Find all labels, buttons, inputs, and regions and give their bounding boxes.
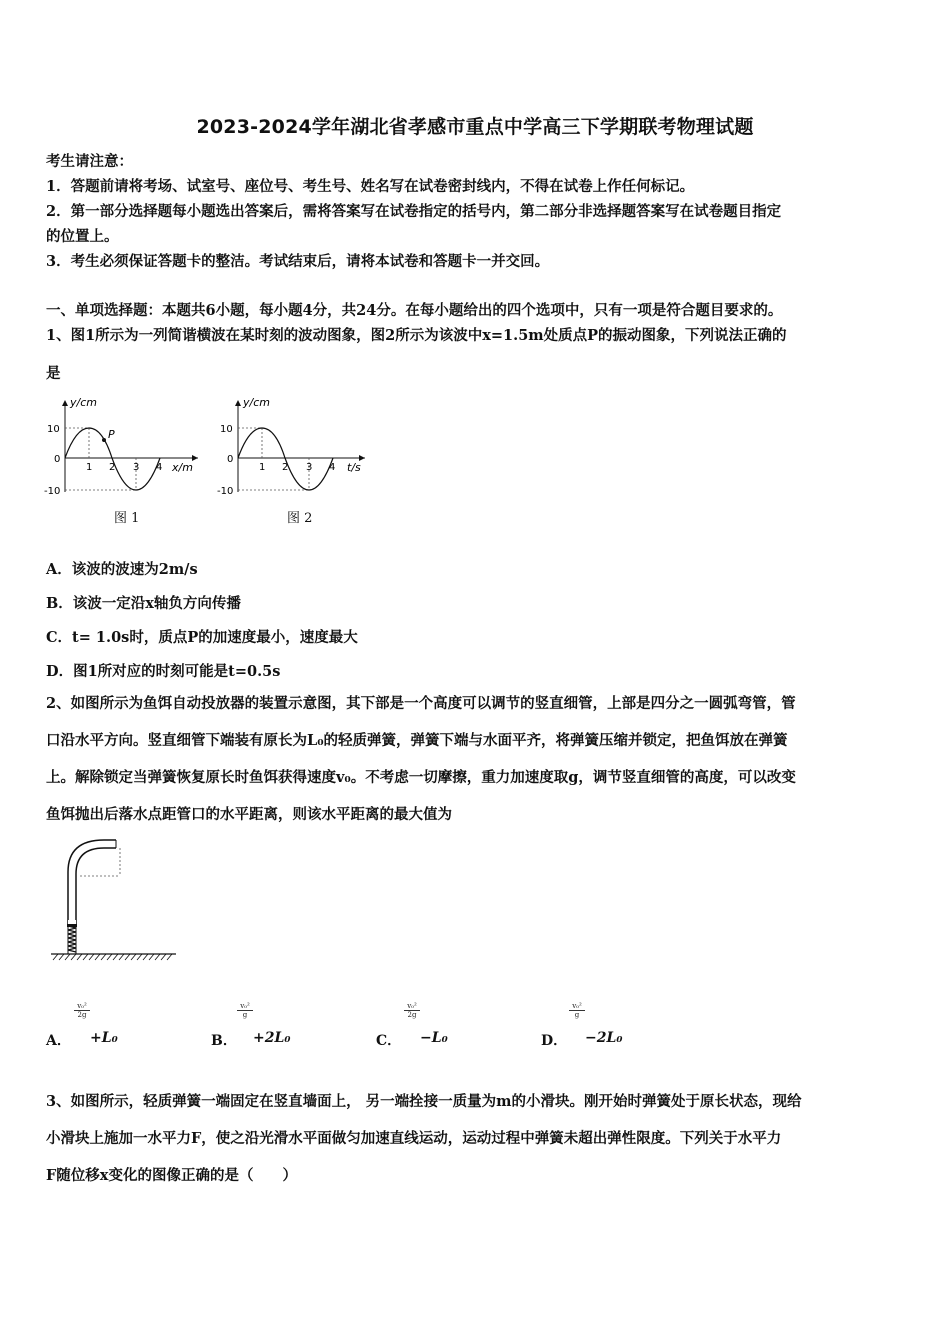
q2-option-c-numerator: v₀² <box>404 1002 420 1011</box>
q2-option-d-denominator: g <box>574 1011 580 1019</box>
y-axis-label: y/cm <box>243 396 270 409</box>
q2-option-b-label: B． <box>211 1033 237 1049</box>
y-tick: -10 <box>217 486 234 497</box>
x-tick: 2 <box>109 462 116 473</box>
bait-launcher-diagram <box>46 832 186 962</box>
question-2-stem: 2、如图所示为鱼饵自动投放器的装置示意图，其下部是一个高度可以调节的竖直细管，上部是四分之一圆弧弯管，管 <box>46 695 796 712</box>
figure-1-caption: 图 1 <box>114 511 140 526</box>
question-2-stem: 上。解除锁定当弹簧恢复原长时鱼饵获得速度v₀。不考虑一切摩擦，重力加速度取g，调节竖直细管的高度，可以改变 <box>46 769 796 786</box>
q2-option-d-numerator: v₀² <box>569 1002 585 1011</box>
question-2-stem: 鱼饵抛出后落水点距管口的水平距离，则该水平距离的最大值为 <box>46 806 452 823</box>
q2-option-c-label: C． <box>376 1033 402 1049</box>
q1-option-c: C．t= 1.0s时，质点P的加速度最小，速度最大 <box>46 629 358 646</box>
notice-item: 的位置上。 <box>46 228 119 245</box>
question-2-stem: 口沿水平方向。竖直细管下端装有原长为L₀的轻质弹簧，弹簧下端与水面平齐，将弹簧压缩并锁定，把鱼饵放在弹簧 <box>46 732 788 749</box>
section-heading: 一、单项选择题：本题共6小题，每小题4分，共24分。在每小题给出的四个选项中，只有一项是符合题目要求的。 <box>46 302 783 319</box>
y-tick: 0 <box>227 454 234 465</box>
x-tick: 4 <box>156 462 163 473</box>
notice-item: 1．答题前请将考场、试室号、座位号、考生号、姓名写在试卷密封线内，不得在试卷上作任何标记。 <box>46 178 695 195</box>
y-tick: 10 <box>47 424 60 435</box>
q2-option-a-denominator: 2g <box>77 1011 87 1019</box>
y-tick: -10 <box>44 486 61 497</box>
q2-option-c-denominator: 2g <box>407 1011 417 1019</box>
question-3-stem: 小滑块上施加一水平力F，使之沿光滑水平面做匀加速直线运动，运动过程中弹簧未超出弹性限度。下列关于水平力 <box>46 1130 782 1147</box>
question-1-stem-cont: 是 <box>46 365 61 382</box>
question-1-stem: 1、图1所示为一列简谐横波在某时刻的波动图象，图2所示为该波中x=1.5m处质点P的振动图象，下列说法正确的 <box>46 327 787 344</box>
q2-option-d-label: D． <box>541 1033 568 1049</box>
y-axis-label: y/cm <box>70 396 97 409</box>
q1-option-d: D．图1所对应的时刻可能是t=0.5s <box>46 663 281 680</box>
question-3-stem: F随位移x变化的图像正确的是（ ） <box>46 1167 297 1184</box>
x-tick: 3 <box>133 462 140 473</box>
y-tick: 0 <box>54 454 61 465</box>
q1-option-b: B．该波一定沿x轴负方向传播 <box>46 595 241 612</box>
notice-item: 3．考生必须保证答题卡的整洁。考试结束后，请将本试卷和答题卡一并交回。 <box>46 253 550 270</box>
wave-figure-1 <box>40 392 205 502</box>
figure-2-caption: 图 2 <box>287 511 313 526</box>
q2-option-c-tail: −L₀ <box>420 1030 448 1046</box>
t-tick: 3 <box>306 462 313 473</box>
question-3-stem: 3、如图所示，轻质弹簧一端固定在竖直墙面上， 另一端拴接一质量为m的小滑块。刚开始时弹簧处于原长状态，现给 <box>46 1093 802 1110</box>
x-tick: 1 <box>86 462 93 473</box>
wave-figure-2 <box>213 392 378 502</box>
t-axis-label: t/s <box>347 461 361 474</box>
page-title: 2023-2024学年湖北省孝感市重点中学高三下学期联考物理试题 <box>196 116 754 138</box>
notice-heading: 考生请注意： <box>46 153 133 170</box>
t-tick: 1 <box>259 462 266 473</box>
q1-option-a: A．该波的波速为2m/s <box>46 561 198 578</box>
q2-option-b-tail: +2L₀ <box>253 1030 291 1046</box>
q2-option-a-numerator: v₀² <box>74 1002 90 1011</box>
q2-option-b-numerator: v₀² <box>237 1002 253 1011</box>
q2-option-d-tail: −2L₀ <box>585 1030 623 1046</box>
point-p-label: P <box>108 428 115 441</box>
q2-option-a-label: A． <box>46 1033 71 1049</box>
t-tick: 2 <box>282 462 289 473</box>
y-tick: 10 <box>220 424 233 435</box>
x-axis-label: x/m <box>172 461 193 474</box>
t-tick: 4 <box>329 462 336 473</box>
notice-item: 2．第一部分选择题每小题选出答案后，需将答案写在试卷指定的括号内，第二部分非选择题答案写在试卷题目指定 <box>46 203 782 220</box>
q2-option-a-tail: +L₀ <box>90 1030 118 1046</box>
q2-option-b-denominator: g <box>242 1011 248 1019</box>
